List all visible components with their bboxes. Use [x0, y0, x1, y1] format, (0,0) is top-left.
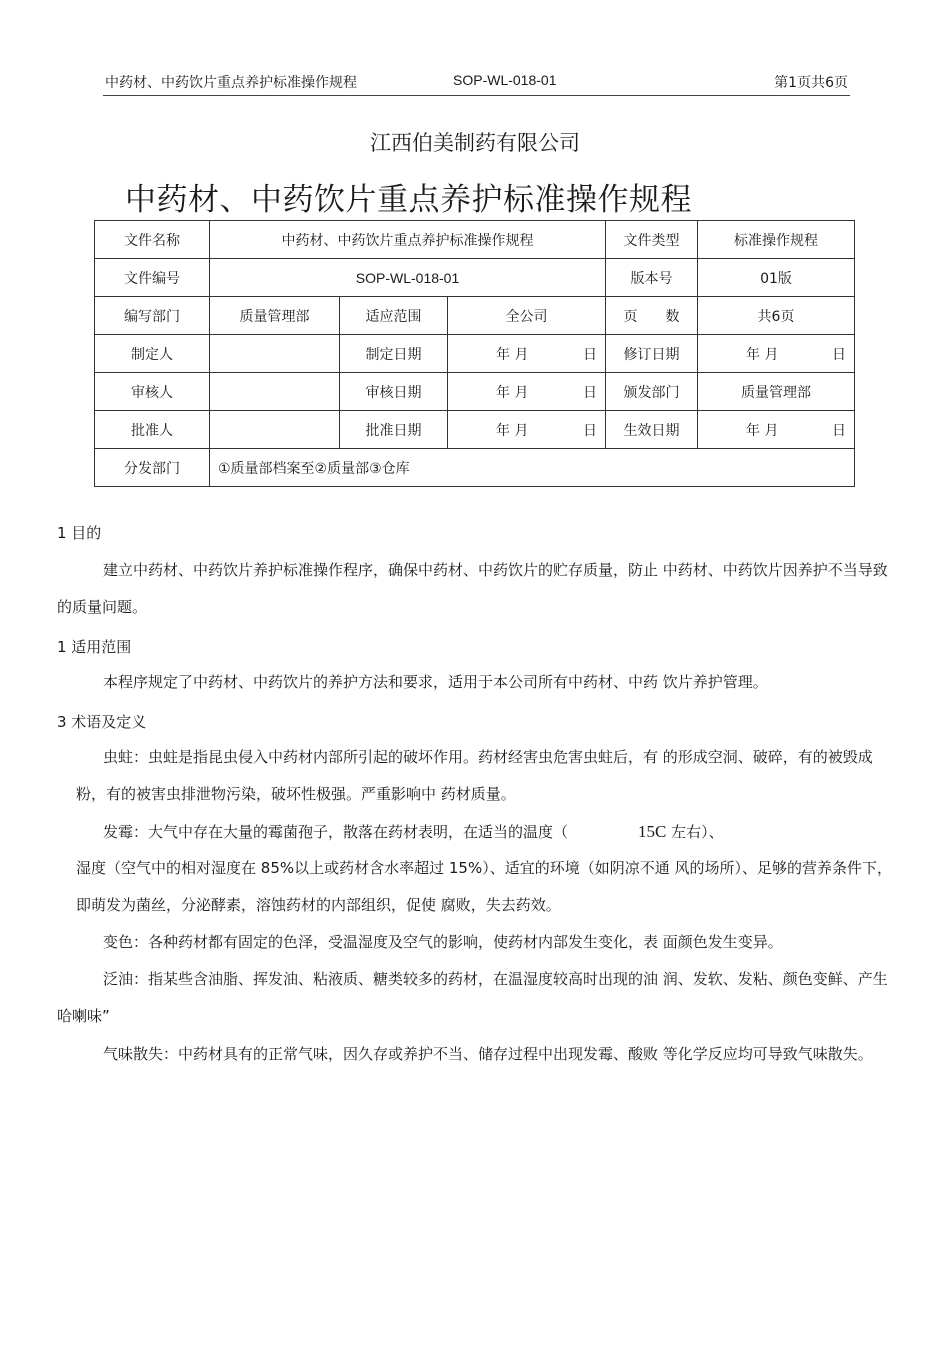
mold-text-start: 发霉：大气中存在大量的霉菌孢子，散落在药材表明，在适当的温度（ [103, 823, 569, 841]
table-row [95, 259, 855, 297]
paragraph-discoloration: 变色：各种药材都有固定的色泽，受温湿度及空气的影响，使药材内部发生变化，表 面颜色发生变异。 [103, 933, 783, 951]
section-heading-scope: 1 适用范围 [57, 638, 132, 656]
table-row [95, 411, 855, 449]
approver-label: 批准人 [95, 411, 210, 449]
revise-date-label: 修订日期 [606, 335, 698, 373]
drafter-value [210, 335, 340, 373]
table-row [95, 373, 855, 411]
company-name: 江西伯美制药有限公司 [370, 131, 580, 155]
file-no-value: SOP-WL-018-01 [210, 259, 606, 297]
mold-text-end: 左右）、 [671, 823, 724, 841]
draft-date-value [448, 335, 606, 373]
date-year-month: 年 月 [496, 347, 529, 363]
distribution-label: 分发部门 [95, 449, 210, 487]
mold-temperature: 15C [638, 822, 667, 841]
reviewer-value [210, 373, 340, 411]
dept-value: 质量管理部 [210, 297, 340, 335]
scope-label: 适应范围 [340, 297, 448, 335]
section-heading-purpose: 1 目的 [57, 524, 102, 542]
table-row [95, 335, 855, 373]
pages-value: 共6页 [698, 297, 855, 335]
pages-label: 页 数 [606, 297, 698, 335]
file-type-value: 标准操作规程 [698, 221, 855, 259]
date-year-month: 年 月 [746, 423, 779, 439]
dept-label: 编写部门 [95, 297, 210, 335]
paragraph-oiling: 泛油：指某些含油脂、挥发油、粘液质、糖类较多的药材，在温湿度较高时出现的油 润、发软、发粘、颜色变鲜、产生 哈喇味” [57, 970, 888, 1025]
file-type-label: 文件类型 [606, 221, 698, 259]
file-name-label: 文件名称 [95, 221, 210, 259]
page-header [103, 70, 850, 96]
file-name-value: 中药材、中药饮片重点养护标准操作规程 [210, 221, 606, 259]
header-page-number: 第1页共6页 [774, 75, 848, 91]
issue-dept-label: 颁发部门 [606, 373, 698, 411]
version-value: 01版 [698, 259, 855, 297]
paragraph-odor-loss: 气味散失：中药材具有的正常气味，因久存或养护不当、储存过程中出现发霉、酸败 等化学反应均可导致气味散失。 [103, 1045, 873, 1063]
date-year-month: 年 月 [746, 347, 779, 363]
drafter-label: 制定人 [95, 335, 210, 373]
reviewer-label: 审核人 [95, 373, 210, 411]
document-info-table [94, 220, 855, 487]
distribution-value: ①质量部档案至②质量部③仓库 [210, 449, 855, 487]
table-row [95, 297, 855, 335]
draft-date-label: 制定日期 [340, 335, 448, 373]
date-day: 日 [583, 347, 598, 363]
table-row [95, 449, 855, 487]
date-year-month: 年 月 [496, 423, 529, 439]
paragraph-mold-line1 [103, 813, 883, 851]
version-label: 版本号 [606, 259, 698, 297]
revise-date-value [698, 335, 855, 373]
header-doc-code: SOP-WL-018-01 [453, 72, 557, 88]
document-title: 中药材、中药饮片重点养护标准操作规程 [125, 182, 692, 218]
date-day: 日 [583, 423, 598, 439]
paragraph-insect-damage: 虫蛀：虫蛀是指昆虫侵入中药材内部所引起的破坏作用。药材经害虫危害虫蛀后，有 的形成空洞、破碎，有的被毁成粉，有的被害虫排泄物污染，破坏性极强。严重影响中 药材质量。 [76, 748, 873, 803]
review-date-label: 审核日期 [340, 373, 448, 411]
approve-date-value [448, 411, 606, 449]
date-day: 日 [832, 423, 847, 439]
effective-date-label: 生效日期 [606, 411, 698, 449]
date-day: 日 [832, 347, 847, 363]
effective-date-value [698, 411, 855, 449]
file-no-label: 文件编号 [95, 259, 210, 297]
issue-dept-value: 质量管理部 [698, 373, 855, 411]
approver-value [210, 411, 340, 449]
paragraph-mold-rest: 湿度（空气中的相对湿度在 85%以上或药材含水率超过 15%）、适宜的环境（如阴凉不通 风的场所）、足够的营养条件下，即萌发为菌丝，分泌酵素，溶蚀药材的内部组织，促使 腐败，失去药效。 [76, 859, 892, 914]
date-year-month: 年 月 [496, 385, 529, 401]
header-doc-title: 中药材、中药饮片重点养护标准操作规程 [105, 75, 357, 91]
section-heading-terms: 3 术语及定义 [57, 713, 147, 731]
table-row [95, 221, 855, 259]
scope-value: 全公司 [448, 297, 606, 335]
review-date-value [448, 373, 606, 411]
date-day: 日 [583, 385, 598, 401]
paragraph-purpose: 建立中药材、中药饮片养护标准操作程序，确保中药材、中药饮片的贮存质量，防止 中药材、中药饮片因养护不当导致的质量问题。 [57, 561, 888, 616]
approve-date-label: 批准日期 [340, 411, 448, 449]
paragraph-scope: 本程序规定了中药材、中药饮片的养护方法和要求，适用于本公司所有中药材、中药 饮片养护管理。 [103, 673, 768, 691]
